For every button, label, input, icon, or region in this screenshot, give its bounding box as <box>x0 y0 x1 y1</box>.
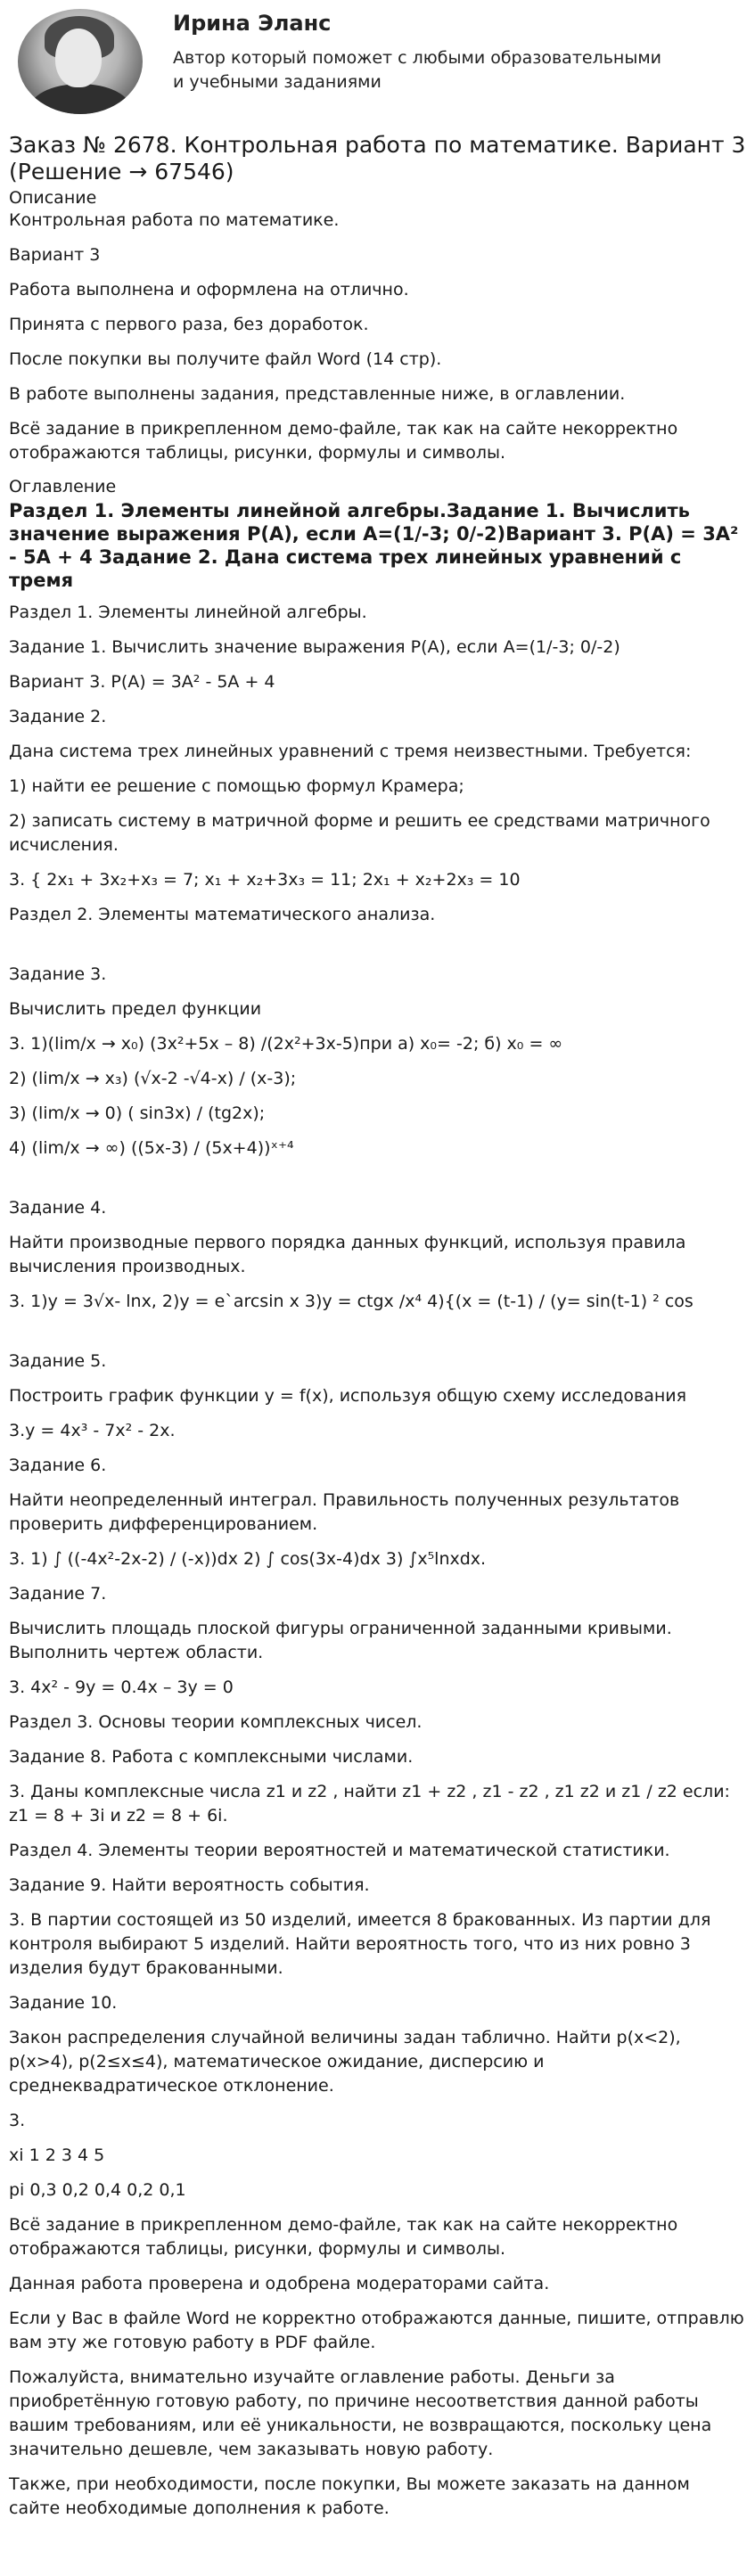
toc-item: Вариант 3. P(A) = 3A² - 5A + 4 <box>9 672 275 692</box>
toc-item: Вычислить площадь плоской фигуры ограниченной заданными кривыми. Выполнить чертеж области. <box>9 1619 672 1662</box>
toc-item: Задание 10. <box>9 1993 118 2013</box>
description-paragraph: Всё задание в прикрепленном демо-файле, так как на сайте некорректно отображаются таблицы, рисунки, формулы и символы. <box>9 419 678 463</box>
toc-item: Раздел 2. Элементы математического анализа. <box>9 905 436 924</box>
footer-paragraph: Также, при необходимости, после покупки, Вы можете заказать на данном сайте необходимые дополнения к работе. <box>9 2474 690 2518</box>
toc-item: 3. { 2x₁ + 3x₂+x₃ = 7; x₁ + x₂+3x₃ = 11; 2x₁ + x₂+2x₃ = 10 <box>9 870 521 890</box>
toc-item: 3. 4x² - 9y = 0.4x – 3y = 0 <box>9 1678 234 1697</box>
description-heading: Описание <box>9 188 97 208</box>
description-paragraph: После покупки вы получите файл Word (14 стр). <box>9 349 442 369</box>
description-paragraph: Работа выполнена и оформлена на отлично. <box>9 280 409 299</box>
toc-heading: Оглавление <box>9 477 117 496</box>
description-paragraph: Принята с первого раза, без доработок. <box>9 315 369 334</box>
toc-item: 3. <box>9 2111 26 2130</box>
author-avatar[interactable] <box>18 9 143 114</box>
footer-paragraph: Всё задание в прикрепленном демо-файле, так как на сайте некорректно отображаются таблицы, рисунки, формулы и символы. <box>9 2215 678 2259</box>
toc-item: Задание 2. <box>9 707 107 726</box>
toc-item: Задание 8. Работа с комплексными числами. <box>9 1747 414 1767</box>
toc-item: Задание 9. Найти вероятность события. <box>9 1875 370 1895</box>
toc-item: 1) найти ее решение с помощью формул Крамера; <box>9 776 464 796</box>
toc-item: 3. 1)y = 3√x- lnx, 2)y = e`arcsin x 3)y = ctgx /x⁴ 4){(x = (t-1) / (y= sin(t-1) ² cos <box>9 1292 693 1311</box>
toc-item: 4) (lim/x → ∞) ((5x-3) / (5x+4))ˣ⁺⁴ <box>9 1138 294 1158</box>
toc-item: 3. 1) ∫ ((-4x²-2x-2) / (-x))dx 2) ∫ cos(3x-4)dx 3) ∫x⁵lnxdx. <box>9 1549 487 1569</box>
toc-item: 2) (lim/x → x₃) (√x-2 -√4-x) / (x-3); <box>9 1069 297 1088</box>
footer-paragraph: Пожалуйста, внимательно изучайте оглавление работы. Деньги за приобретённую готовую работу, по причине несоответствия данной работы вашим требованиям, или её уникальности, не возвращаются, поскольку цена значительно дешевле, чем заказывать новую работу. <box>9 2367 712 2459</box>
toc-item: Задание 4. <box>9 1198 107 1218</box>
author-description: Автор который поможет с любыми образовательными и учебными заданиями <box>173 48 662 92</box>
toc-item: Раздел 4. Элементы теории вероятностей и математической статистики. <box>9 1841 670 1860</box>
toc-item: Задание 6. <box>9 1456 107 1475</box>
toc-item: Задание 5. <box>9 1351 107 1371</box>
toc-item: pi 0,3 0,2 0,4 0,2 0,1 <box>9 2180 186 2200</box>
toc-item: Раздел 1. Элементы линейной алгебры. <box>9 603 367 622</box>
toc-item: Закон распределения случайной величины задан таблично. Найти p(x<2), p(x>4), p(2≤x≤4), математическое ожидание, дисперсию и среднеквадратическое отклонение. <box>9 2028 681 2096</box>
toc-item: Найти производные первого порядка данных функций, используя правила вычисления производных. <box>9 1233 686 1276</box>
author-card <box>9 0 746 125</box>
toc-item: Задание 7. <box>9 1584 107 1604</box>
toc-bold-heading: Раздел 1. Элементы линейной алгебры.Задание 1. Вычислить значение выражения P(A), если A=(1/-3; 0/-2)Вариант 3. P(A) = 3A² - 5A + 4 Задание 2. Дана система трех линейных уравнений с тремя <box>9 500 739 591</box>
toc-item: Задание 1. Вычислить значение выражения P(A), если A=(1/-3; 0/-2) <box>9 637 620 657</box>
order-title: Заказ № 2678. Контрольная работа по математике. Вариант 3 (Решение → 67546) <box>9 132 746 185</box>
toc-item: Построить график функции y = f(x), используя общую схему исследования <box>9 1386 687 1406</box>
toc-item: Дана система трех линейных уравнений с тремя неизвестными. Требуется: <box>9 742 692 761</box>
toc-item: 3. В партии состоящей из 50 изделий, имеется 8 бракованных. Из партии для контроля выбирают 5 изделий. Найти вероятность того, что из них ровно 3 изделия будут бракованными. <box>9 1910 711 1978</box>
toc-item: 3. 1)(lim/x → x₀) (3x²+5x – 8) /(2x²+3x-5)при а) x₀= -2; б) x₀ = ∞ <box>9 1034 563 1054</box>
footer-paragraph: Данная работа проверена и одобрена модераторами сайта. <box>9 2274 550 2293</box>
toc-item: 2) записать систему в матричной форме и решить ее средствами матричного исчисления. <box>9 811 710 855</box>
toc-item: 3.y = 4x³ - 7x² - 2x. <box>9 1421 176 1440</box>
toc-item: Вычислить предел функции <box>9 999 262 1019</box>
toc-item: 3) (lim/x → 0) ( sin3x) / (tg2x); <box>9 1103 266 1123</box>
description-paragraph: Контрольная работа по математике. <box>9 210 340 230</box>
toc-item: Раздел 3. Основы теории комплексных чисел. <box>9 1712 423 1732</box>
description-paragraph: В работе выполнены задания, представленные ниже, в оглавлении. <box>9 384 626 404</box>
toc-item: Задание 3. <box>9 964 107 984</box>
author-name[interactable]: Ирина Эланс <box>173 11 332 36</box>
toc-item: Найти неопределенный интеграл. Правильность полученных результатов проверить дифференцированием. <box>9 1490 680 1534</box>
footer-paragraph: Если у Вас в файле Word не корректно отображаются данные, пишите, отправлю вам эту же готовую работу в PDF файле. <box>9 2309 744 2352</box>
toc-item: 3. Даны комплексные числа z1 и z2 , найти z1 + z2 , z1 - z2 , z1 z2 и z1 / z2 если: z1 = 8 + 3i и z2 = 8 + 6i. <box>9 1782 730 1825</box>
toc-item: xi 1 2 3 4 5 <box>9 2145 105 2165</box>
description-paragraph: Вариант 3 <box>9 245 101 265</box>
